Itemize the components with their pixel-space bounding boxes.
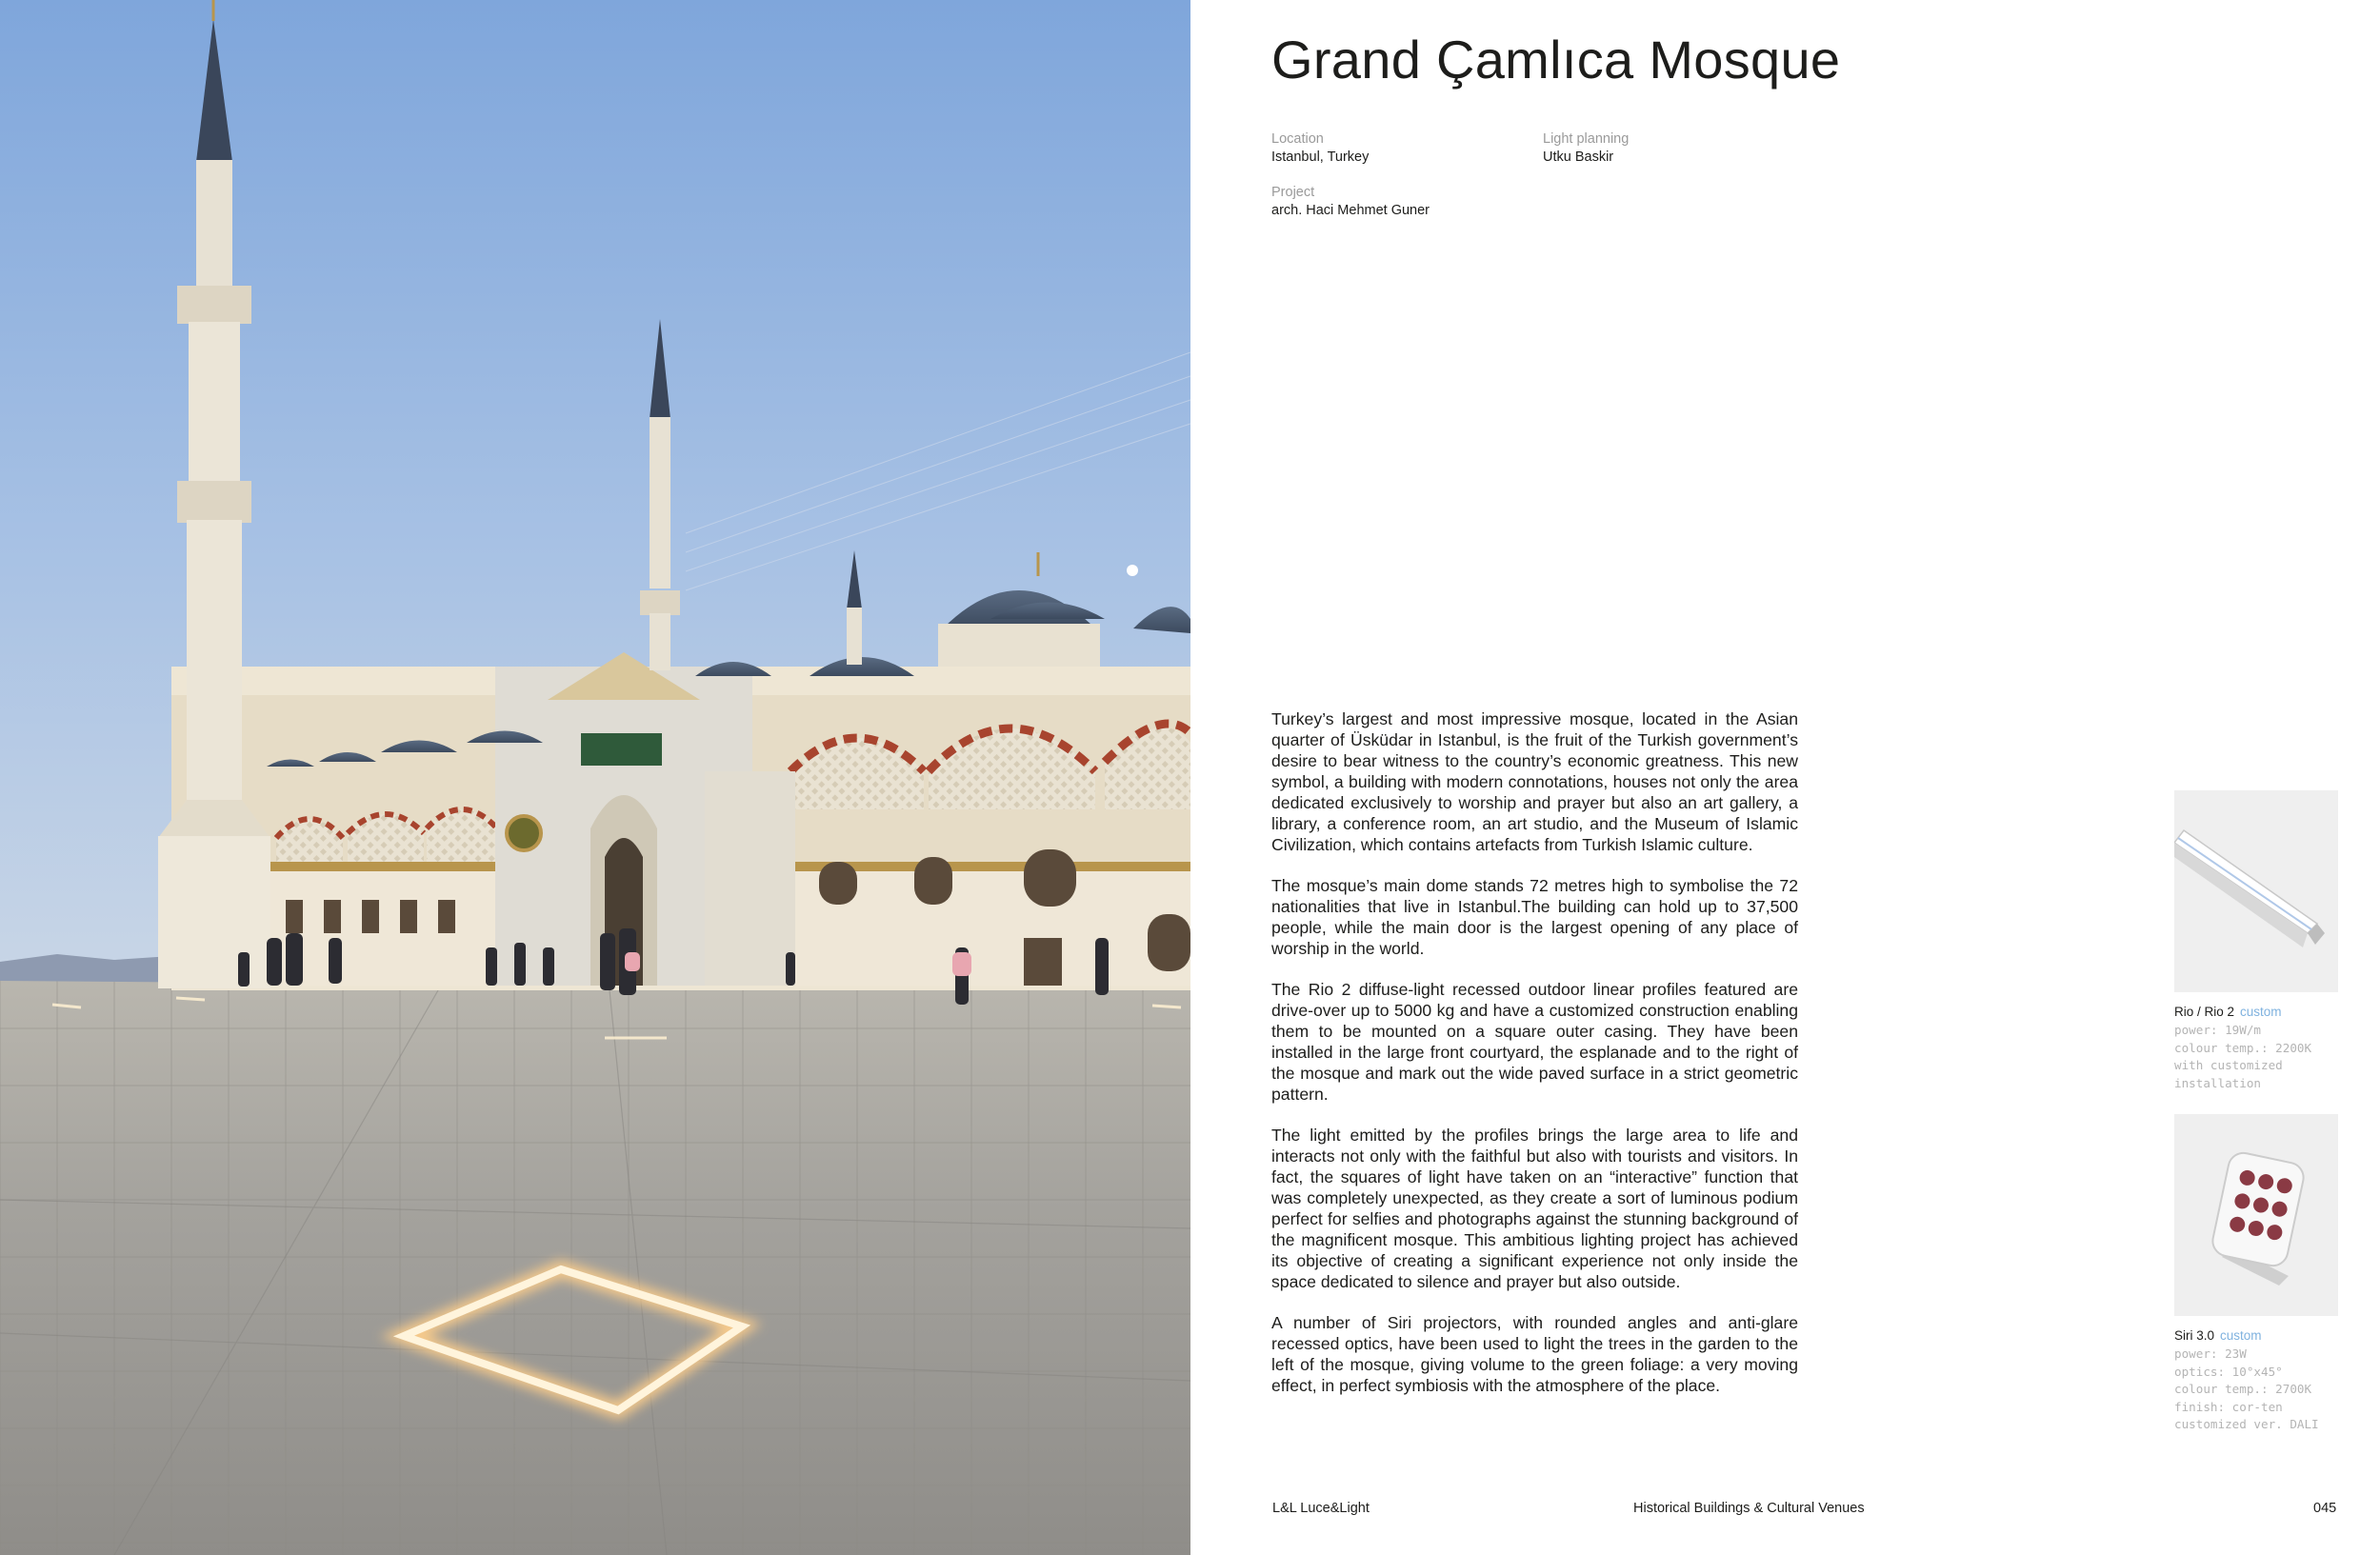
paragraph: The mosque’s main dome stands 72 metres high to symbolise the 72 nationalities that live in Istanbul.The building can hold up to 37,500 people, while the main door is the largest opening of any place of worship in the world. <box>1271 876 1798 958</box>
spec-line: colour temp.: 2700K <box>2174 1382 2312 1397</box>
project-block <box>1271 184 1430 220</box>
rio-profile-image <box>2174 790 2338 992</box>
product-name: Rio / Rio 2 <box>2174 1005 2235 1019</box>
project-value: arch. Haci Mehmet Guner <box>1271 203 1430 218</box>
article-body <box>1271 708 1798 1416</box>
siri-projector-image <box>2174 1114 2338 1316</box>
light-planning-label: Light planning <box>1543 131 1630 147</box>
paragraph: Turkey’s largest and most impressive mosque, located in the Asian quarter of Üsküdar in Istanbul, is the fruit of the Turkish government’s desire to bear witness to the country’s economic greatness. This new symbol, a building with modern connotations, houses not only the area dedicated exclusively to worship and prayer but also an art gallery, a library, a conference room, an art studio, and the Museum of Islamic Civilization, which contains artefacts from Turkish Islamic culture. <box>1271 709 1798 854</box>
paragraph: A number of Siri projectors, with rounded angles and anti-glare recessed optics, have been used to light the trees in the garden to the left of the mosque, giving volume to the green foliage: a very moving effect, in perfect symbiosis with the atmosphere of the place. <box>1271 1313 1798 1395</box>
spec-line: power: 19W/m <box>2174 1023 2261 1037</box>
spec-line: finish: cor-ten <box>2174 1399 2283 1414</box>
custom-tag: custom <box>2240 1005 2282 1019</box>
spec-line: optics: 10°x45° <box>2174 1364 2283 1379</box>
paragraph: The Rio 2 diffuse-light recessed outdoor linear profiles featured are drive-over up to 5000 kg and have a customized construction enabling them to be mounted on a square outer casing. They have been installed in the large front courtyard, the esplanade and to the right of the mosque and mark out the wide paved surface in a strict geometric pattern. <box>1271 980 1798 1104</box>
spec-line: customized ver. DALI <box>2174 1417 2319 1432</box>
location-block <box>1271 130 1369 167</box>
location-value: Istanbul, Turkey <box>1271 150 1370 165</box>
paragraph: The light emitted by the profiles brings the large area to life and interacts not only with the faithful but also with tourists and visitors. In fact, the squares of light have taken on an “interactive” function that was completely unexpected, as they create a sort of luminous podium perfect for selfies and photographs against the stunning background of the magnificent mosque. This ambitious lighting project has achieved its objective of creating a significant experience not only inside the space dedicated to silence and prayer but also outside. <box>1271 1126 1798 1291</box>
light-planning-value: Utku Baskir <box>1543 150 1614 165</box>
spec-line: colour temp.: 2200K <box>2174 1040 2312 1055</box>
light-planning-block <box>1543 130 1629 167</box>
product-name: Siri 3.0 <box>2174 1328 2215 1343</box>
rio-product-info <box>2174 1003 2379 1092</box>
footer-section: Historical Buildings & Cultural Venues <box>1633 1501 1865 1516</box>
siri-product-info <box>2174 1326 2379 1434</box>
footer-publication: L&L Luce&Light <box>1272 1501 1370 1516</box>
spec-line: power: 23W <box>2174 1346 2247 1361</box>
custom-tag: custom <box>2220 1328 2262 1343</box>
project-label: Project <box>1271 185 1315 200</box>
spec-line: installation <box>2174 1075 2261 1090</box>
location-label: Location <box>1271 131 1324 147</box>
page-number: 045 <box>2313 1501 2337 1516</box>
spec-line: with customized <box>2174 1058 2283 1073</box>
page-title: Grand Çamlıca Mosque <box>1271 30 1841 90</box>
